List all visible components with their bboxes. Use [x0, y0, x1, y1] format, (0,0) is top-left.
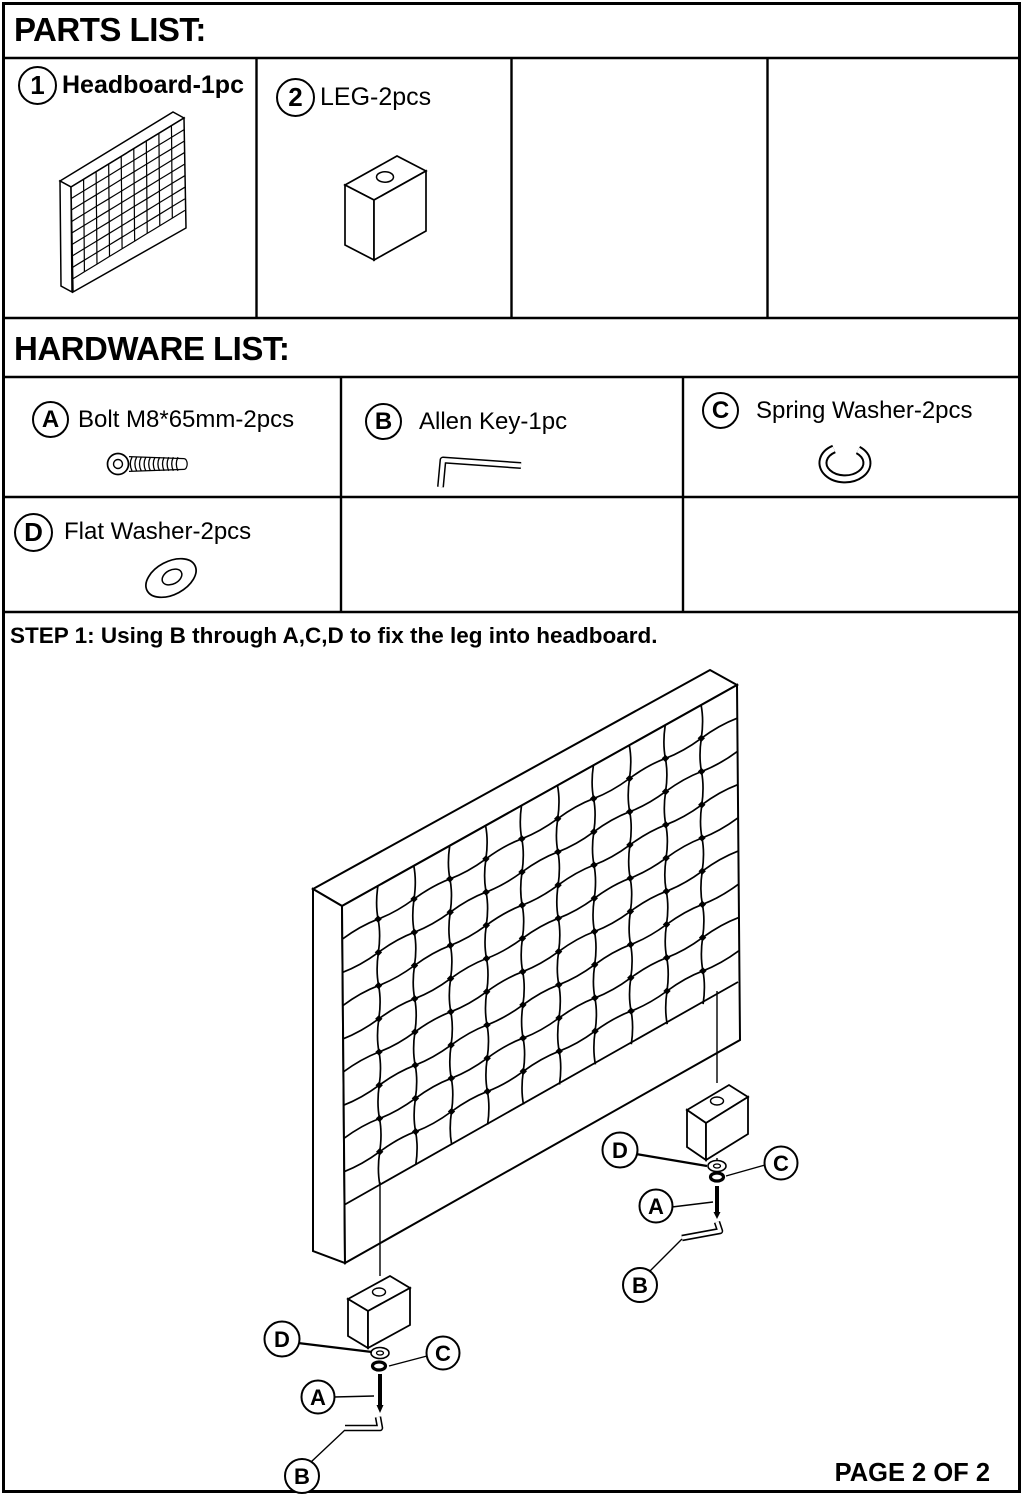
- callout-letter: C: [435, 1341, 451, 1366]
- part-label-headboard: Headboard-1pc: [62, 71, 244, 99]
- hardware-letter-badge: [14, 513, 53, 552]
- callout-left-c: [427, 1337, 460, 1370]
- hardware-letter: A: [41, 405, 60, 433]
- callout-letter: C: [773, 1151, 789, 1176]
- left-fastener-stack: [345, 1348, 389, 1429]
- callout-left-a: [302, 1381, 335, 1414]
- callout-letter: A: [648, 1194, 664, 1219]
- callout-letter: B: [632, 1273, 648, 1298]
- headboard-drawing: [313, 670, 740, 1263]
- step1-instruction: STEP 1: Using B through A,C,D to fix the leg into headboard.: [10, 623, 658, 648]
- hardware-label-spring-washer: Spring Washer-2pcs: [756, 397, 973, 424]
- flat-washer-icon: [139, 551, 202, 605]
- spring-washer-icon: [823, 449, 867, 479]
- hardware-label-bolt: Bolt M8*65mm-2pcs: [78, 406, 295, 433]
- callout-letter: A: [310, 1385, 326, 1410]
- callout-right-a: [640, 1190, 673, 1223]
- bolt-icon: [108, 454, 188, 475]
- right-leg-drawing: [687, 1085, 748, 1160]
- part-label-leg: LEG-2pcs: [320, 83, 432, 111]
- hardware-label-flat-washer: Flat Washer-2pcs: [64, 518, 252, 545]
- hardware-letter-badge: [702, 392, 739, 429]
- hardware-label-allen-key: Allen Key-1pc: [419, 408, 568, 435]
- allen-key-icon: [345, 1417, 380, 1428]
- leg-block-icon: [345, 156, 426, 260]
- parts-list-title: PARTS LIST:: [14, 11, 206, 48]
- spring-washer-icon: [373, 1362, 386, 1370]
- part-number: 2: [288, 82, 303, 112]
- right-fastener-stack: [682, 1161, 726, 1239]
- part-number: 1: [30, 70, 45, 100]
- allen-key-icon: [682, 1222, 720, 1238]
- callout-letter: D: [612, 1138, 628, 1163]
- callout-letter: B: [294, 1464, 310, 1489]
- hardware-letter: C: [711, 396, 730, 424]
- part-number-badge: [276, 78, 315, 117]
- hardware-letter-badge: [365, 403, 402, 440]
- spring-washer-icon: [711, 1173, 724, 1181]
- part-number-badge: [18, 66, 57, 105]
- callout-right-c: [765, 1147, 798, 1180]
- hardware-letter: B: [374, 407, 393, 435]
- callout-letter: D: [274, 1327, 290, 1352]
- left-leg-drawing: [348, 1276, 410, 1348]
- hardware-letter-badge: [32, 401, 69, 438]
- callout-left-d: [265, 1322, 300, 1357]
- callout-right-b: [623, 1268, 657, 1302]
- page-footer: PAGE 2 OF 2: [834, 1459, 990, 1487]
- hardware-letter: D: [24, 517, 43, 547]
- hardware-list-title: HARDWARE LIST:: [14, 330, 290, 367]
- flat-washer-icon: [371, 1348, 389, 1359]
- headboard-grid-icon: [60, 112, 186, 292]
- callout-right-d: [603, 1133, 638, 1168]
- step1-diagram: [265, 670, 798, 1493]
- callout-left-b: [285, 1459, 319, 1493]
- allen-key-icon: [441, 460, 522, 487]
- flat-washer-icon: [708, 1161, 726, 1172]
